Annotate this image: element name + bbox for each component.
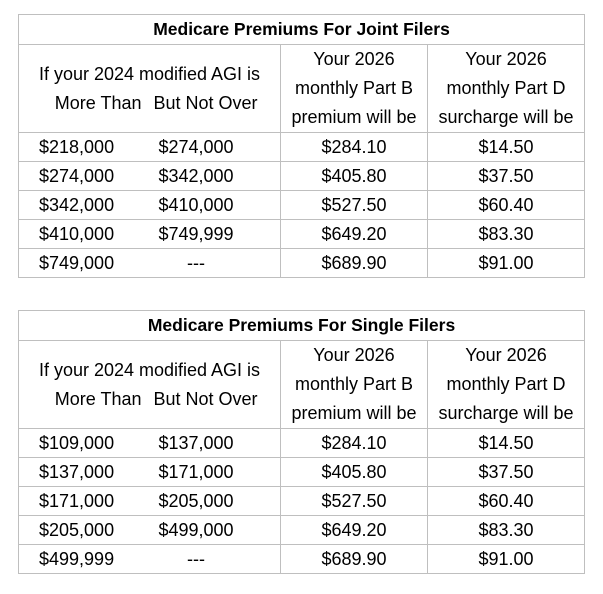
part-b-header — [281, 45, 428, 133]
part-b-header-line: monthly Part B — [294, 78, 414, 98]
part-d-header-line: monthly Part D — [446, 374, 566, 394]
agi-header-text: If your 2024 modified AGI is — [38, 359, 261, 380]
not-over-value: $749,999 — [158, 224, 234, 244]
part-d-surcharge: $83.30 — [428, 516, 585, 545]
more-than-value: $137,000 — [39, 462, 115, 482]
part-b-premium: $405.80 — [281, 458, 428, 487]
more-than-value: $499,999 — [39, 549, 115, 569]
part-d-header-line: surcharge will be — [438, 107, 574, 127]
part-d-surcharge: $37.50 — [428, 458, 585, 487]
more-than-value: $171,000 — [39, 491, 115, 511]
not-over-value: $342,000 — [158, 166, 234, 186]
more-than-value: $410,000 — [39, 224, 115, 244]
part-b-header-line: monthly Part B — [294, 374, 414, 394]
agi-range-cell — [19, 249, 281, 278]
part-d-surcharge: $83.30 — [428, 220, 585, 249]
part-d-surcharge: $60.40 — [428, 191, 585, 220]
more-than-value: $274,000 — [39, 166, 115, 186]
agi-subheader — [19, 89, 280, 118]
agi-range-cell — [19, 545, 281, 574]
part-b-header-line: premium will be — [291, 107, 417, 127]
not-over-value: $171,000 — [158, 462, 234, 482]
agi-range-cell — [19, 162, 281, 191]
more-than-label: More Than — [54, 92, 142, 113]
part-d-surcharge: $91.00 — [428, 249, 585, 278]
agi-range-cell — [19, 487, 281, 516]
part-b-premium: $405.80 — [281, 162, 428, 191]
part-b-header-line: Your 2026 — [313, 49, 395, 69]
table-title: Medicare Premiums For Joint Filers — [19, 15, 585, 45]
more-than-value: $218,000 — [39, 137, 115, 157]
part-d-surcharge: $37.50 — [428, 162, 585, 191]
table-row — [19, 458, 585, 487]
not-over-value: $410,000 — [158, 195, 234, 215]
table-row — [19, 133, 585, 162]
part-d-header-line: surcharge will be — [438, 403, 574, 423]
agi-subheader — [19, 385, 280, 414]
part-d-header-line: Your 2026 — [465, 345, 547, 365]
agi-range-cell — [19, 429, 281, 458]
agi-range-cell — [19, 516, 281, 545]
not-over-value: $137,000 — [158, 433, 234, 453]
part-d-surcharge: $91.00 — [428, 545, 585, 574]
part-b-premium: $527.50 — [281, 487, 428, 516]
agi-header-text: If your 2024 modified AGI is — [38, 63, 261, 84]
agi-header — [19, 45, 281, 133]
table-row — [19, 249, 585, 278]
more-than-value: $749,000 — [39, 253, 115, 273]
table-row — [19, 191, 585, 220]
table-row — [19, 429, 585, 458]
more-than-value: $342,000 — [39, 195, 115, 215]
table-row — [19, 516, 585, 545]
not-over-value: --- — [187, 549, 205, 569]
table-row — [19, 162, 585, 191]
part-d-surcharge: $60.40 — [428, 487, 585, 516]
agi-range-cell — [19, 191, 281, 220]
more-than-value: $205,000 — [39, 520, 115, 540]
more-than-value: $109,000 — [39, 433, 115, 453]
part-b-premium: $527.50 — [281, 191, 428, 220]
not-over-label: But Not Over — [153, 388, 258, 409]
part-d-header — [428, 341, 585, 429]
part-d-surcharge: $14.50 — [428, 429, 585, 458]
part-b-header-line: Your 2026 — [313, 345, 395, 365]
part-d-header — [428, 45, 585, 133]
agi-range-cell — [19, 220, 281, 249]
agi-header — [19, 341, 281, 429]
part-b-header-line: premium will be — [291, 403, 417, 423]
part-b-premium: $649.20 — [281, 516, 428, 545]
joint-filers-table — [18, 14, 585, 278]
not-over-value: --- — [187, 253, 205, 273]
single-filers-table — [18, 310, 585, 574]
not-over-label: But Not Over — [153, 92, 258, 113]
table-row — [19, 487, 585, 516]
part-b-premium: $689.90 — [281, 249, 428, 278]
part-b-header — [281, 341, 428, 429]
part-b-premium: $649.20 — [281, 220, 428, 249]
part-b-premium: $284.10 — [281, 429, 428, 458]
not-over-value: $205,000 — [158, 491, 234, 511]
not-over-value: $499,000 — [158, 520, 234, 540]
table-row — [19, 220, 585, 249]
more-than-label: More Than — [54, 388, 142, 409]
part-b-premium: $284.10 — [281, 133, 428, 162]
agi-range-cell — [19, 458, 281, 487]
table-title: Medicare Premiums For Single Filers — [19, 311, 585, 341]
table-row — [19, 545, 585, 574]
part-d-header-line: Your 2026 — [465, 49, 547, 69]
agi-range-cell — [19, 133, 281, 162]
part-b-premium: $689.90 — [281, 545, 428, 574]
part-d-surcharge: $14.50 — [428, 133, 585, 162]
part-d-header-line: monthly Part D — [446, 78, 566, 98]
not-over-value: $274,000 — [158, 137, 234, 157]
